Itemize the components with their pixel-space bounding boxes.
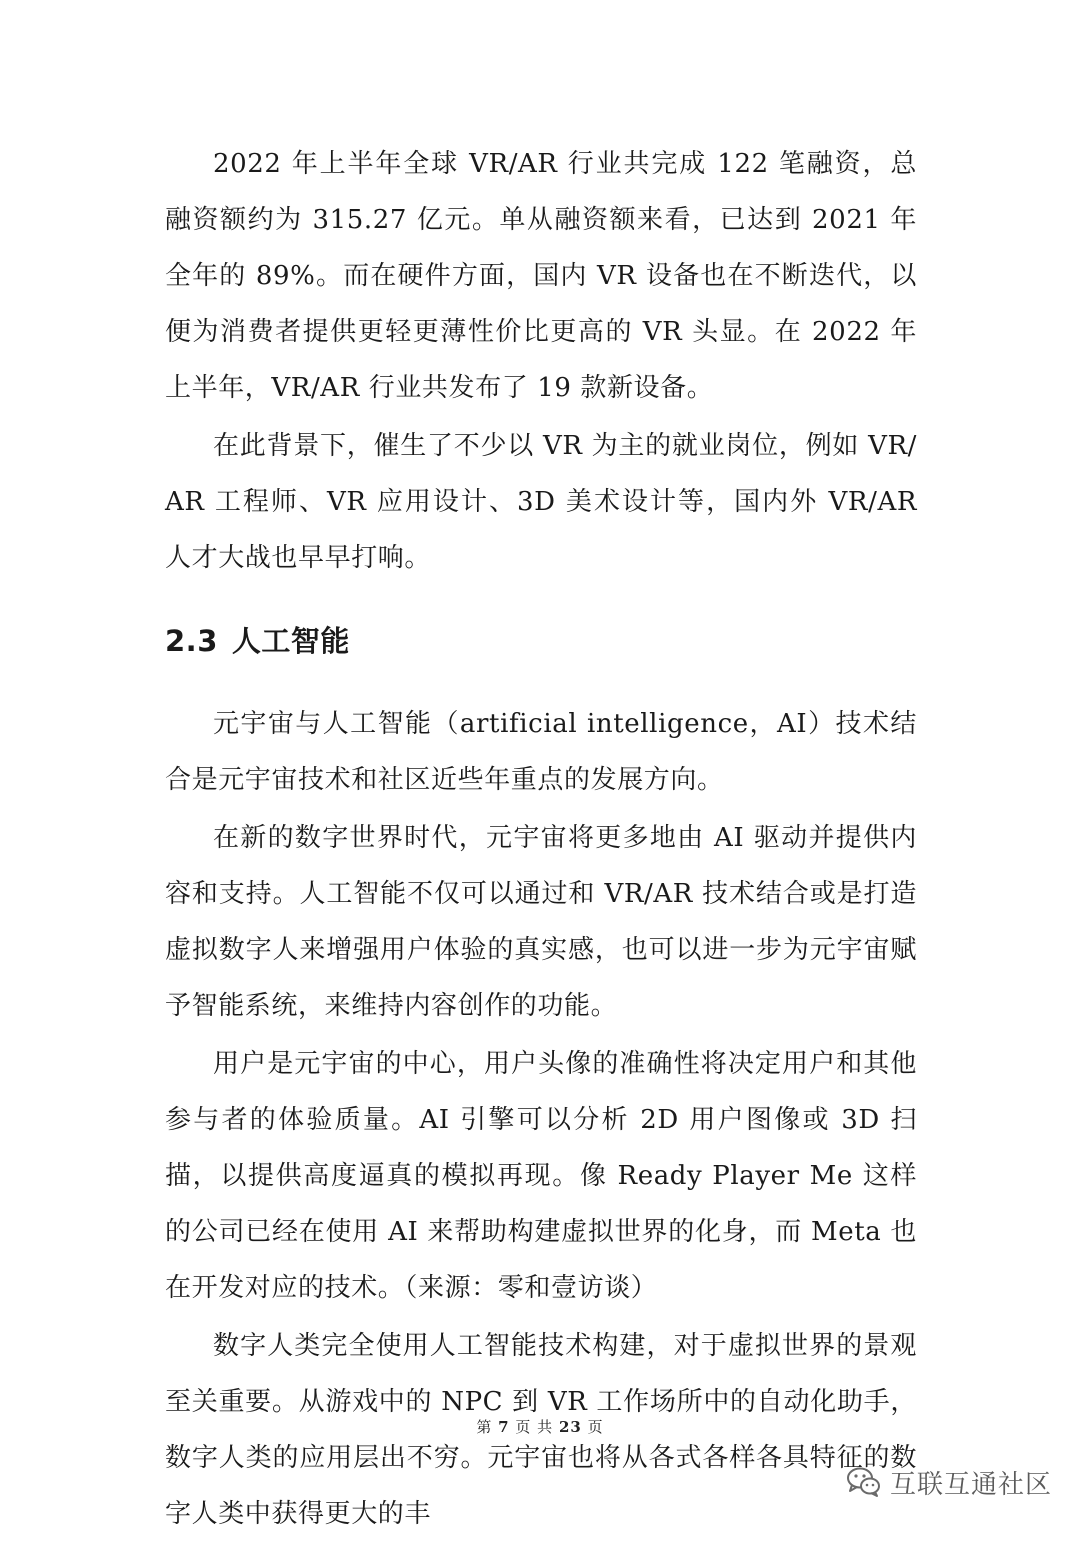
paragraph-vr-financing: 2022 年上半年全球 VR/AR 行业共完成 122 笔融资，总融资额约为 315.27 亿元。单从融资额来看，已达到 2021 年全年的 89%。而在硬件方面，国内 VR 设备也在不断迭代，以便为消费者提供更轻更薄性价比更高的 VR 头显。在 2022 年上半年，VR/AR 行业共发布了 19 款新设备。	[165, 149, 917, 403]
footer-prefix: 第	[476, 1418, 493, 1436]
section-heading	[165, 616, 917, 666]
wechat-icon	[846, 1466, 882, 1498]
footer-suffix: 页	[587, 1418, 604, 1436]
footer-middle: 页 共	[515, 1418, 554, 1436]
paragraph-vr-jobs: 在此背景下，催生了不少以 VR 为主的就业岗位，例如 VR/AR 工程师、VR 应用设计、3D 美术设计等，国内外 VR/AR 人才大战也早早打响。	[165, 431, 917, 573]
footer-total-pages: 23	[558, 1418, 582, 1436]
paragraph-user-avatar: 用户是元宇宙的中心，用户头像的准确性将决定用户和其他参与者的体验质量。AI 引擎可以分析 2D 用户图像或 3D 扫描，以提供高度逼真的模拟再现。像 Ready Player Me 这样的公司已经在使用 AI 来帮助构建虚拟世界的化身，而 Meta 也在开发对应的技术。（来源：零和壹访谈）	[165, 1049, 917, 1303]
paragraph-ai-intro: 元宇宙与人工智能（artificial intelligence，AI）技术结合是元宇宙技术和社区近些年重点的发展方向。	[165, 709, 917, 795]
watermark-text: 互联互通社区	[890, 1469, 1053, 1500]
section-title: 人工智能	[231, 624, 350, 658]
watermark	[846, 1462, 1052, 1502]
page-content	[165, 136, 917, 1542]
footer-current-page: 7	[498, 1418, 510, 1436]
paragraph-digital-humans: 数字人类完全使用人工智能技术构建，对于虚拟世界的景观至关重要。从游戏中的 NPC 到 VR 工作场所中的自动化助手，数字人类的应用层出不穷。元宇宙也将从各式各样各具特征的数字人类中获得更大的丰	[165, 1331, 917, 1529]
paragraph-ai-driven: 在新的数字世界时代，元宇宙将更多地由 AI 驱动并提供内容和支持。人工智能不仅可以通过和 VR/AR 技术结合或是打造虚拟数字人来增强用户体验的真实感，也可以进一步为元宇宙赋予智能系统，来维持内容创作的功能。	[165, 823, 917, 1021]
page-footer	[0, 1416, 1080, 1437]
section-number: 2.3	[165, 624, 218, 658]
